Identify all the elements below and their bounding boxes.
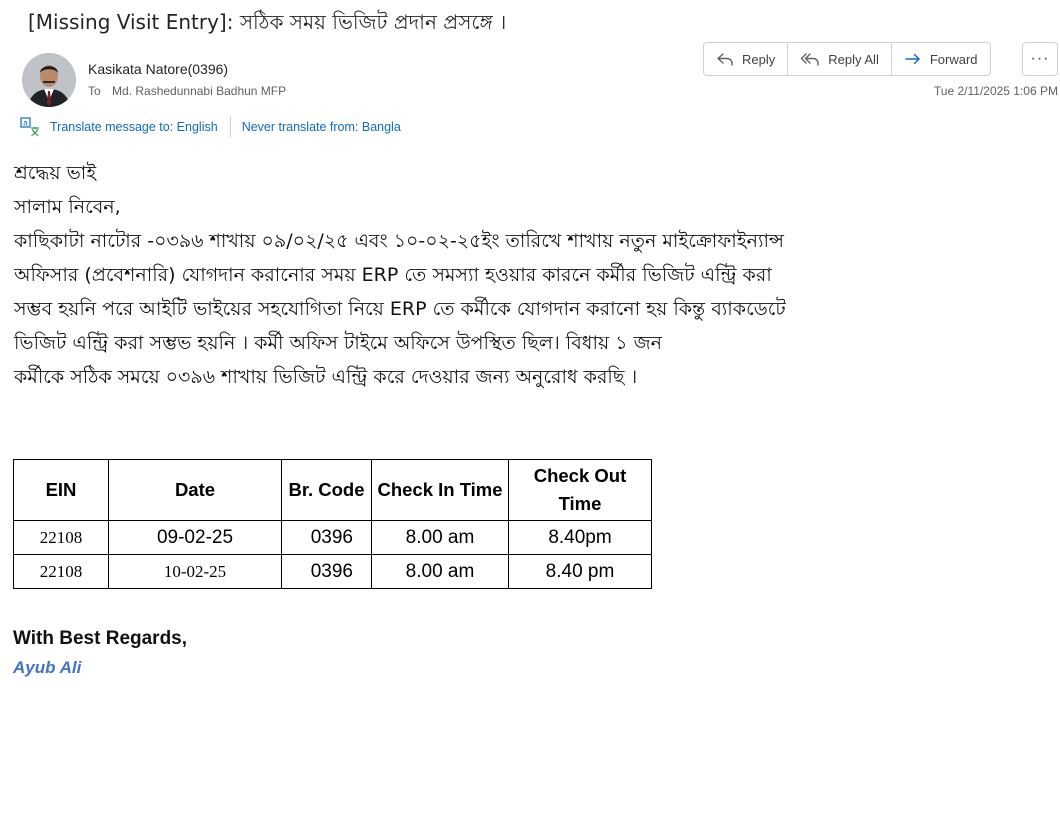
cell-br-code: 0396: [282, 521, 372, 555]
body-line-5: কর্মীকে সঠিক সময়ে ০৩৯৬ শাখায় ভিজিট এন্ট্রি করে দেওয়ার জন্য অনুরোধ করছি ।: [14, 366, 638, 388]
recipients-line: [88, 84, 286, 98]
body-line-2: অফিসার (প্রবেশনারি) যোগদান করানোর সময় ERP তে সমস্যা হওয়ার কারনে কর্মীর ভিজিট এন্ট্রি করা: [14, 264, 772, 286]
cell-date: 10-02-25: [109, 555, 282, 589]
sender-name[interactable]: Kasikata Natore(0396): [88, 61, 229, 77]
reply-icon: [716, 51, 734, 67]
header-br-code: Br. Code: [282, 460, 372, 521]
cell-check-in: 8.00 am: [372, 555, 509, 589]
translate-bar: [20, 116, 401, 138]
cell-br-code: 0396: [282, 555, 372, 589]
cell-check-out: 8.40pm: [509, 521, 652, 555]
message-actions: [703, 42, 991, 76]
header-check-in: Check In Time: [372, 460, 509, 521]
sender-avatar[interactable]: [22, 53, 76, 107]
cell-ein: 22108: [14, 555, 109, 589]
visit-entry-table: [13, 459, 652, 589]
reply-all-button[interactable]: [788, 43, 892, 75]
reply-button[interactable]: [704, 43, 788, 75]
never-translate-link[interactable]: Never translate from: Bangla: [241, 120, 401, 134]
cell-check-out: 8.40 pm: [509, 555, 652, 589]
message-body: [14, 156, 1044, 394]
more-actions-button[interactable]: [1022, 42, 1058, 76]
cell-ein: 22108: [14, 521, 109, 555]
forward-button[interactable]: [892, 43, 990, 75]
forward-icon: [904, 51, 922, 67]
cell-date: 09-02-25: [109, 521, 282, 555]
header-check-out: Check Out Time: [509, 460, 652, 521]
closing-regards: With Best Regards,: [13, 628, 188, 649]
translate-icon: [20, 117, 40, 137]
table-row: [14, 521, 652, 555]
table-row: [14, 555, 652, 589]
translate-message-link[interactable]: Translate message to: English: [50, 120, 218, 134]
body-line-3: সম্ভব হয়নি পরে আইটি ভাইয়ের সহযোগিতা নিয়ে ERP তে কর্মীকে যোগদান করানো হয় কিন্তু ব্যাকডেটে: [14, 298, 786, 320]
forward-label: Forward: [929, 51, 978, 67]
email-subject: [Missing Visit Entry]: সঠিক সময় ভিজিট প্রদান প্রসঙ্গে ।: [28, 10, 507, 34]
translate-divider: [230, 116, 231, 138]
signature-name: Ayub Ali: [13, 658, 82, 677]
recipient-name[interactable]: Md. Rashedunnabi Badhun MFP: [112, 84, 287, 98]
message-timestamp: Tue 2/11/2025 1:06 PM: [933, 84, 1058, 98]
body-line-1: কাছিকাটা নাটোর -০৩৯৬ শাখায় ০৯/০২/২৫ এবং ১০-০২-২৫ইং তারিখে শাখায় নতুন মাইক্রোফাইন্যান্স: [14, 230, 784, 252]
reply-all-icon: [800, 51, 820, 67]
more-icon: ···: [1030, 50, 1050, 67]
greeting-line-1: শ্রদ্ধেয় ভাই: [14, 162, 97, 184]
table-header-row: [14, 460, 652, 521]
greeting-line-2: সালাম নিবেন,: [14, 196, 121, 218]
header-date: Date: [109, 460, 282, 521]
reply-all-label: Reply All: [828, 51, 879, 67]
svg-text:a: a: [23, 118, 28, 128]
avatar-photo: [22, 53, 76, 107]
body-line-4: ভিজিট এন্ট্রি করা সম্ভভ হয়নি । কর্মী অফিস টাইমে অফিসে উপস্থিত ছিল। বিধায় ১ জন: [14, 332, 662, 354]
header-ein: EIN: [14, 460, 109, 521]
to-label: To: [88, 84, 101, 98]
cell-check-in: 8.00 am: [372, 521, 509, 555]
reply-label: Reply: [742, 51, 776, 67]
